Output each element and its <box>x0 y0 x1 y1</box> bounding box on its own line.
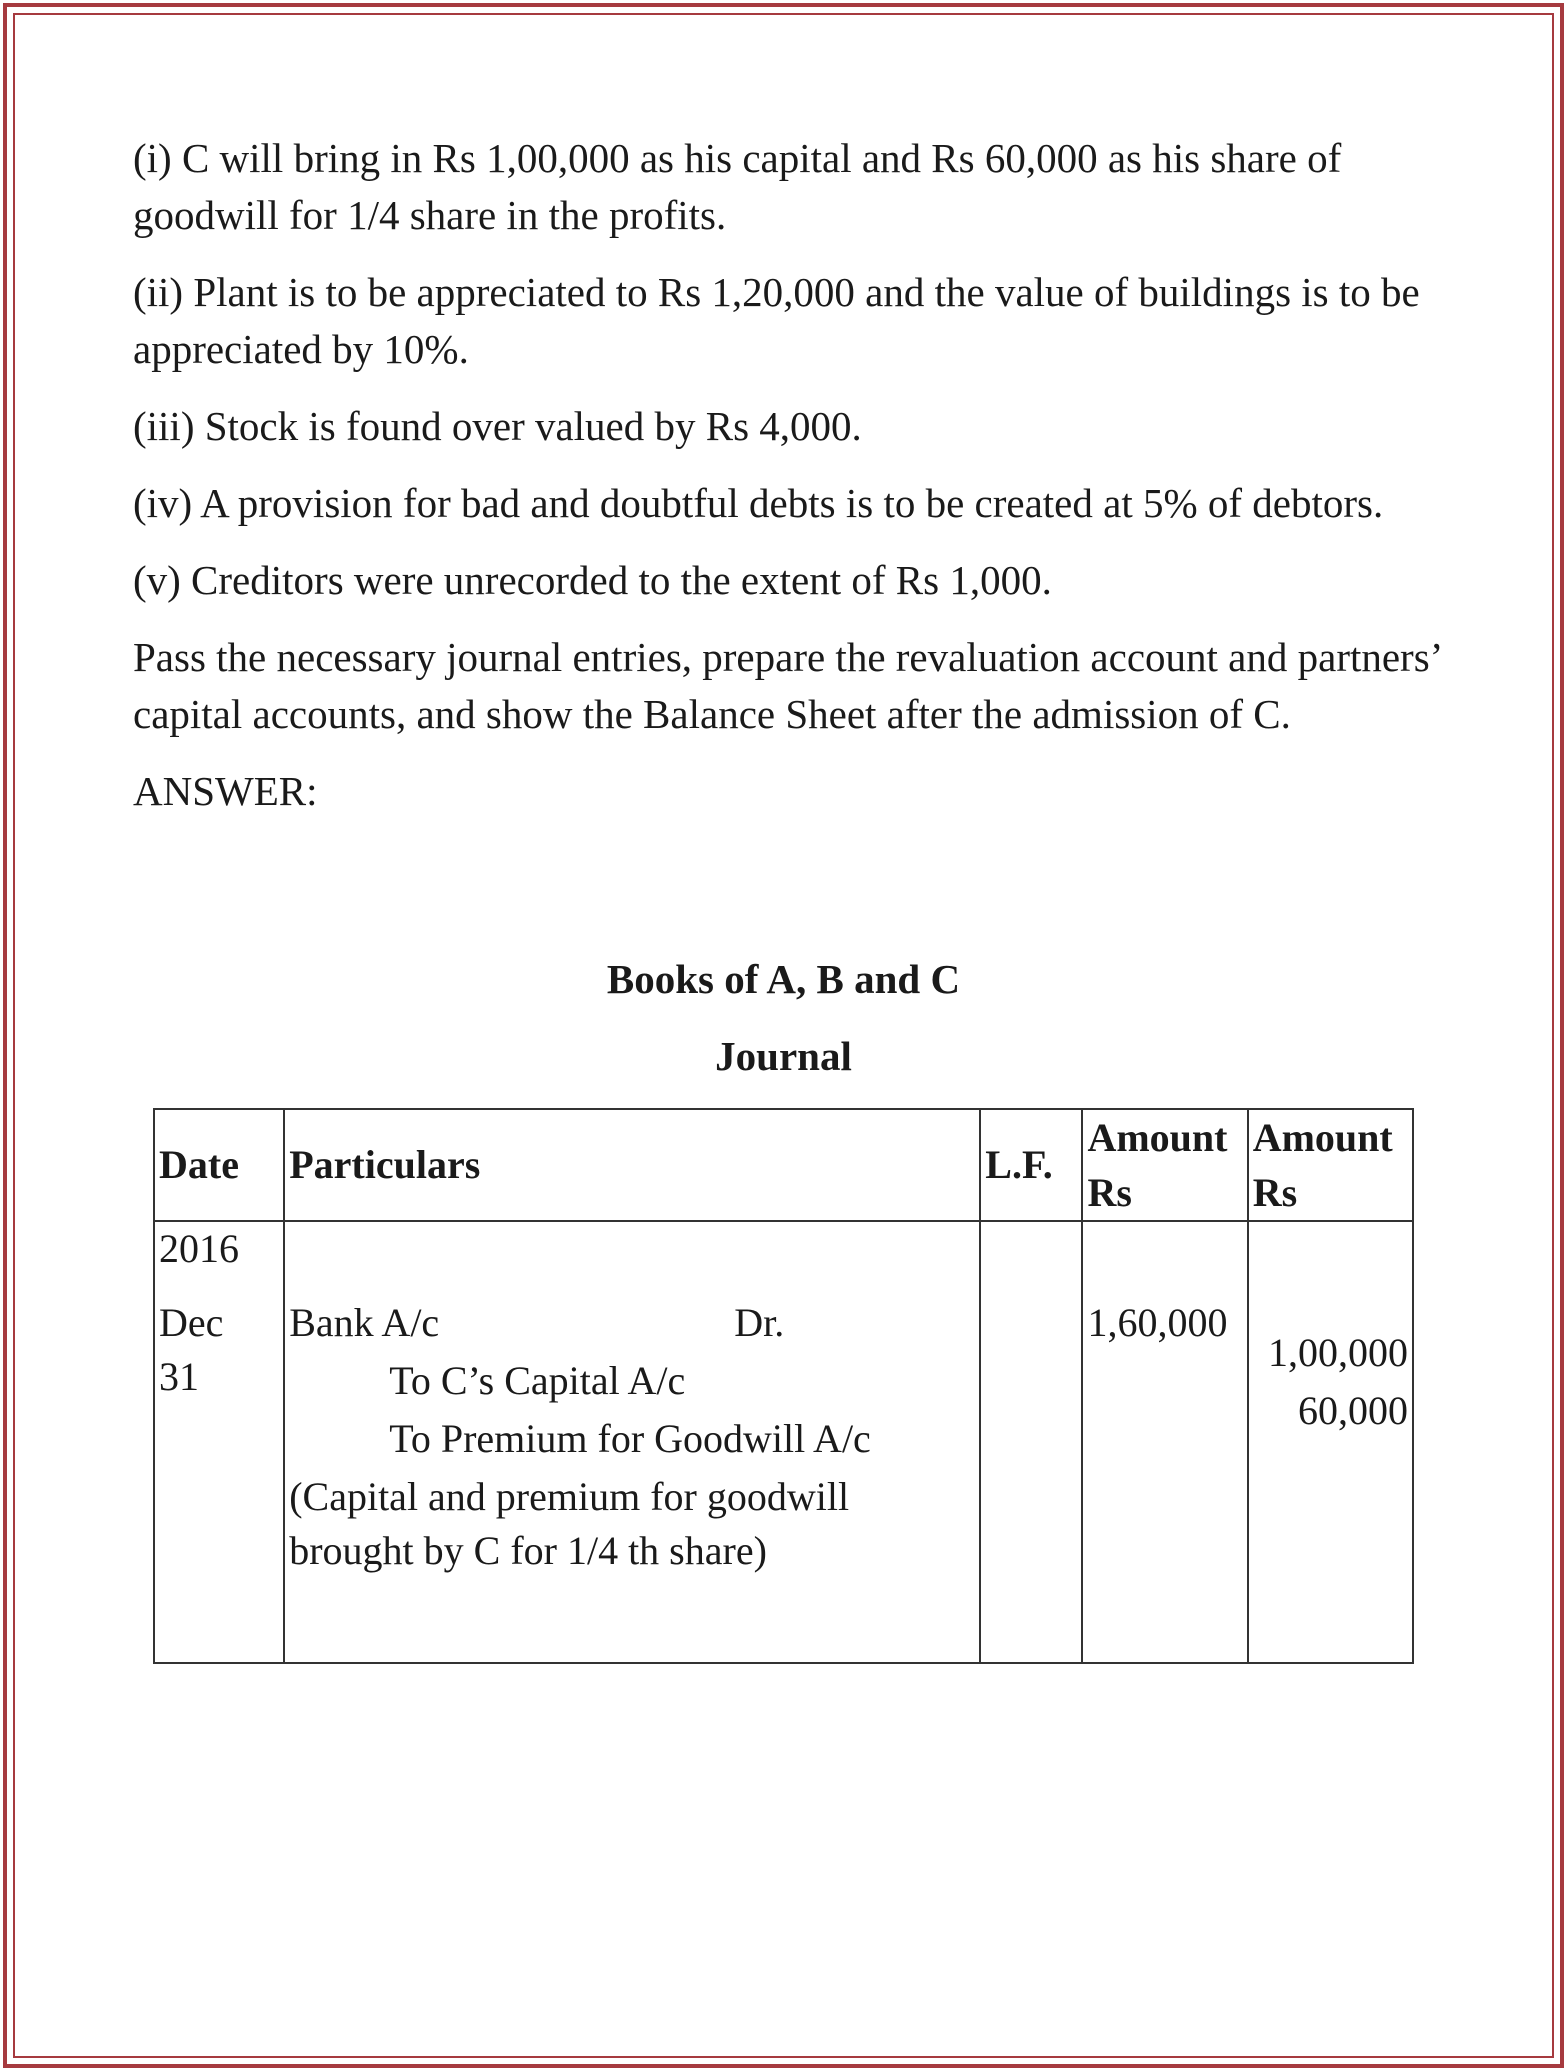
narration: (Capital and premium for goodwill brought by C for 1/4 th share) <box>289 1474 850 1573</box>
header-amount-debit <box>1082 1109 1247 1221</box>
credit-amount-2: 60,000 <box>1298 1388 1408 1433</box>
answer-label: ANSWER: <box>133 768 318 814</box>
credit-amount-1: 1,00,000 <box>1268 1330 1408 1375</box>
entry-date-month: Dec <box>159 1300 224 1345</box>
header-amount-credit <box>1248 1109 1413 1221</box>
credit-account-1: To C’s Capital A/c <box>389 1358 686 1403</box>
entry-year: 2016 <box>159 1226 239 1271</box>
debit-account: Bank A/c <box>289 1300 440 1345</box>
entry-particulars-cell <box>284 1221 980 1663</box>
condition-2: (ii) Plant is to be appreciated to Rs 1,20,000 and the value of buildings is to be appreciated by 10%. <box>133 269 1420 372</box>
header-amount-credit-line2: Rs <box>1252 1170 1298 1215</box>
debit-line <box>289 1296 975 1350</box>
entry-lf-cell <box>980 1221 1082 1663</box>
journal-title: Journal <box>715 1033 852 1079</box>
entry-date-day: 31 <box>159 1354 199 1399</box>
entry-credit-amount-cell <box>1248 1221 1413 1663</box>
credit-account-2: To Premium for Goodwill A/c <box>389 1416 871 1461</box>
entry-debit-amount-cell <box>1082 1221 1247 1663</box>
instruction: Pass the necessary journal entries, prepare the revaluation account and partners’ capital accounts, and show the Balance Sheet after the admission of C. <box>133 634 1441 737</box>
condition-1: (i) C will bring in Rs 1,00,000 as his capital and Rs 60,000 as his share of goodwill for 1/4 share in the profits. <box>133 135 1342 238</box>
header-amount-debit-line1: Amount <box>1087 1115 1228 1160</box>
journal-table <box>153 1108 1414 1664</box>
header-date: Date <box>154 1109 284 1221</box>
condition-4: (iv) A provision for bad and doubtful debts is to be created at 5% of debtors. <box>133 480 1384 526</box>
header-lf: L.F. <box>980 1109 1082 1221</box>
condition-3: (iii) Stock is found over valued by Rs 4,000. <box>133 403 862 449</box>
header-amount-debit-line2: Rs <box>1087 1170 1132 1215</box>
books-title: Books of A, B and C <box>606 956 961 1002</box>
table-header-row <box>154 1109 1413 1221</box>
condition-5: (v) Creditors were unrecorded to the extent of Rs 1,000. <box>133 557 1052 603</box>
question-text <box>133 130 1453 820</box>
table-row <box>154 1221 1413 1663</box>
entry-date-cell <box>154 1221 284 1663</box>
header-amount-credit-line1: Amount <box>1252 1115 1393 1160</box>
dr-marker: Dr. <box>734 1300 785 1345</box>
header-particulars: Particulars <box>284 1109 980 1221</box>
debit-amount: 1,60,000 <box>1087 1300 1228 1345</box>
